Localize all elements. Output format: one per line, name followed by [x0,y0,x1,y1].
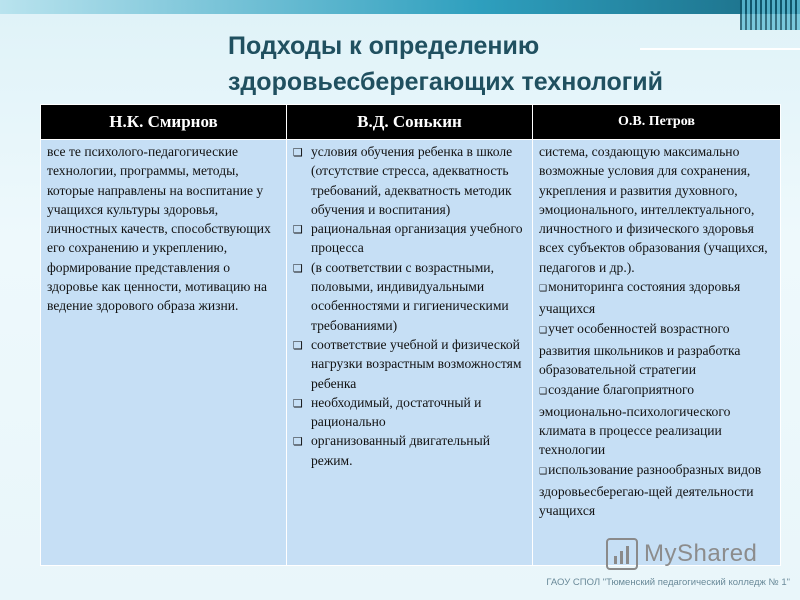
checkbox-bullet-icon: ❑ [539,284,548,295]
list-item: ❑ необходимый, достаточный и рационально [293,393,528,432]
petrov-list [533,140,781,566]
list-item: ❑создание благоприятного эмоционально-психологического климата в процессе реализации технологии [539,381,731,458]
watermark-text: MyShared [644,540,758,567]
corner-stripes [740,0,800,30]
checkbox-bullet-icon: ❑ [293,146,303,159]
list-item: ❑использование разнообразных видов здоровьесберегаю-щей деятельности учащихся [539,461,762,519]
checkbox-bullet-icon: ❑ [539,386,548,397]
list-item: ❑ условия обучения ребенка в школе (отсутствие стресса, адекватность требований, адекватность методик обучения и воспитания) [293,142,528,219]
header-petrov: О.В. Петров [533,105,781,140]
sonkin-list [287,140,533,566]
presentation-board-icon [606,538,638,570]
checkbox-bullet-icon: ❑ [293,223,303,237]
checkbox-bullet-icon: ❑ [293,261,303,275]
smirnov-definition: все те психолого-педагогические технологии, программы, методы, которые направлены на воспитание у учащихся культуры здоровья, личностных качеств, способствующих его сохранению и укреплению, формирование представления о здоровье как ценности, мотивацию на ведение здорового образа жизни. [41,140,287,566]
watermark [606,538,757,570]
table-body-row [41,140,781,566]
approaches-table [40,104,781,566]
footer-credit: ГАОУ СПОЛ "Тюменский педагогический колледж № 1" [546,577,790,588]
list-item: ❑учет особенностей возрастного развития школьников и разработка образовательной стратегии [539,320,741,378]
checkbox-bullet-icon: ❑ [539,325,548,336]
list-item: ❑ (в соответствии с возрастными, половыми, индивидуальными особенностями и гигиеническими требованиями) [293,258,528,335]
header-sonkin: В.Д. Сонькин [287,105,533,140]
checkbox-bullet-icon: ❑ [539,466,548,477]
checkbox-bullet-icon: ❑ [293,338,303,352]
title-line-1: Подходы к определению [228,32,540,60]
list-item: ❑ рациональная организация учебного процесса [293,219,528,258]
list-item: ❑мониторинга состояния здоровья учащихся [539,279,741,317]
list-item: ❑ соответствие учебной и физической нагрузки возрастным возможностям ребенка [293,335,528,393]
header-smirnov: Н.К. Смирнов [41,105,287,140]
table-header-row [41,105,781,140]
checkbox-bullet-icon: ❑ [293,435,303,449]
checkbox-bullet-icon: ❑ [293,396,303,410]
slide-title [228,28,788,100]
list-item: ❑ организованный двигательный режим. [293,431,528,470]
petrov-intro: система, создающую максимально возможные условия для сохранения, укрепления и развития духовного, эмоционального, интеллектуального, личностного и физического здоровья всех субъектов образования (учащихся, педагогов и др.). [539,144,768,275]
title-line-2: здоровьесберегающих технологий [228,68,663,96]
top-decor-bar [0,0,800,14]
